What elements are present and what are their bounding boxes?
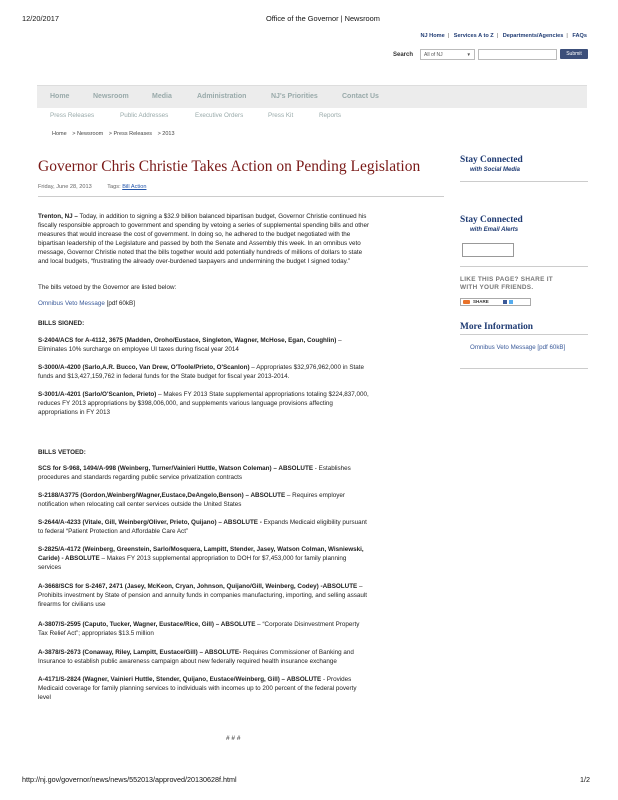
intro-paragraph: [38, 212, 443, 266]
page-title: Governor Chris Christie Takes Action on Pending Legislation: [38, 158, 421, 175]
omnibus-veto-sidebar-link[interactable]: Omnibus Veto Message [pdf 60kB]: [470, 344, 566, 351]
vetoed-bill: [38, 491, 443, 509]
search-input[interactable]: [478, 49, 557, 60]
bill-desc-line: Medicaid coverage for family planning services to individuals with incomes up to 200 percent of the federal poverty: [38, 685, 357, 692]
signed-heading: BILLS SIGNED:: [38, 320, 85, 327]
vetoed-bill: [38, 620, 443, 638]
bill-number: S-2644/A-4233 (Vitale, Gill, Weinberg/Oliver, Prieto, Quijano) – ABSOLUTE -: [38, 519, 262, 526]
bill-number: A-4171/S-2824 (Wagner, Vainieri Huttle, Stender, Quijano, Eustace/Weinberg, Gill) – ABSOLUTE: [38, 676, 322, 683]
subnav-press-kit[interactable]: Press Kit: [268, 112, 294, 119]
email-alerts-label: with Email Alerts: [470, 227, 519, 233]
bill-desc: – Makes FY 2013 supplemental appropriation to DOH for $7,453,000 for family planning: [99, 555, 347, 562]
subnav-reports[interactable]: Reports: [319, 112, 342, 119]
bill-desc-line: notification when relocating call center services outside the United States: [38, 501, 242, 508]
article-date: Friday, June 28, 2013: [38, 184, 92, 190]
omnibus-size: [pdf 60kB]: [104, 300, 135, 307]
nav-priorities[interactable]: NJ's Priorities: [271, 93, 318, 100]
omnibus-veto-link[interactable]: Omnibus Veto Message: [38, 300, 105, 307]
bill-desc: - Provides: [321, 676, 352, 683]
bill-desc: – Requires employer: [285, 492, 346, 499]
bill-desc-line: firearms for civilians use: [38, 601, 106, 608]
search-label: Search: [393, 52, 414, 58]
sidebar-divider: [460, 266, 588, 267]
breadcrumb-year[interactable]: > 2013: [157, 131, 175, 137]
top-links: NJ Home | Services A to Z | Departments/Agencies | FAQs: [420, 33, 587, 39]
bill-desc: –: [357, 583, 363, 590]
divider: [38, 196, 444, 197]
bill-number: S-3000/A-4200 (Sarlo,A.R. Bucco, Van Drew, O'Toole/Prieto, O'Scanlon): [38, 364, 250, 371]
main-nav: [37, 85, 587, 108]
print-url: http://nj.gov/governor/news/news/552013/approved/20130628f.html: [22, 775, 237, 784]
intro-line: Today, in addition to signing a $32.9 billion balanced bipartisan budget, Governor Christie continued his: [77, 213, 367, 220]
bill-desc: – Appropriates $32,976,962,000 in State: [249, 364, 365, 371]
bill-desc-line: appropriations in FY 2013: [38, 409, 110, 416]
vetoed-bill: [38, 648, 443, 666]
nav-newsroom[interactable]: Newsroom: [93, 93, 129, 100]
search-scope-value: All of NJ: [424, 52, 443, 58]
bill-desc-line: Eliminates 10% surcharge on employee UI taxes during fiscal year 2014: [38, 346, 239, 353]
bill-desc: – “Corporate Disinvestment Property: [255, 621, 360, 628]
bill-number: S-2825/A-4172 (Weinberg, Greenstein, Sarlo/Mosquera, Lampitt, Stender, Jasey, Watson Colman, Wisniewski,: [38, 546, 364, 553]
subnav-executive-orders[interactable]: Executive Orders: [195, 112, 244, 119]
more-information-title: More Information: [460, 322, 533, 332]
vetoed-bill: [38, 675, 443, 702]
breadcrumb-press-releases[interactable]: > Press Releases: [108, 131, 153, 137]
breadcrumb-newsroom[interactable]: > Newsroom: [72, 131, 104, 137]
search-scope-select[interactable]: [420, 49, 475, 60]
bill-desc: – Makes FY 2013 State supplemental appropriations totaling $224,837,000,: [156, 391, 369, 398]
print-title: Office of the Governor | Newsroom: [266, 14, 380, 23]
vetoed-bill: [38, 582, 443, 609]
sidebar-divider: [460, 181, 588, 182]
signed-bill: [38, 390, 443, 417]
social-media-link[interactable]: with Social Media: [470, 167, 521, 173]
share-icon: [463, 300, 470, 304]
bill-desc: –: [336, 337, 342, 344]
stay-connected-email-title: Stay Connected: [460, 215, 523, 225]
share-prompt-line: LIKE THIS PAGE? SHARE IT: [460, 276, 554, 283]
search-submit-button[interactable]: Submit: [560, 49, 588, 59]
subnav-public-addresses[interactable]: Public Addresses: [120, 112, 169, 119]
bill-number: S-2404/ACS for A-4112, 3675 (Madden, Oroho/Eustace, Singleton, Wagner, McHose, Egan, Coughlin): [38, 337, 337, 344]
bill-desc-line: services: [38, 564, 62, 571]
breadcrumb: [52, 131, 179, 137]
services-link[interactable]: Services A to Z: [453, 33, 494, 39]
bill-number: A-3878/S-2673 (Conaway, Riley, Lampitt, Eustace/Gill) – ABSOLUTE-: [38, 649, 242, 656]
bill-desc-line: Insurance to establish public awareness campaign about new federally required health insurance exchange: [38, 658, 337, 665]
bill-desc-line: Tax Relief Act”; appropriates $13.5 million: [38, 630, 154, 637]
bill-number-cont: Caride) - ABSOLUTE: [38, 555, 100, 562]
stay-connected-social-title: Stay Connected: [460, 155, 523, 165]
nav-contact[interactable]: Contact Us: [342, 93, 379, 100]
bill-desc-line: procedures and standards regarding public service privatization contracts: [38, 474, 243, 481]
email-input[interactable]: [462, 243, 514, 257]
vetoed-heading: BILLS VETOED:: [38, 449, 86, 456]
share-button[interactable]: [460, 298, 531, 306]
nav-home[interactable]: Home: [50, 93, 70, 100]
bill-number: SCS for S-968, 1494/A-998 (Weinberg, Turner/Vainieri Huttle, Watson Coleman) – ABSOLUTE: [38, 465, 314, 472]
bill-desc-line: reduces FY 2013 appropriations by $398,006,000, and supplements various language provisions affecting: [38, 400, 333, 407]
bill-desc-line: funds and $13,427,159,762 in federal funds for the State budget for fiscal year 2013-2014.: [38, 373, 290, 380]
subnav-press-releases[interactable]: Press Releases: [50, 112, 95, 119]
bill-desc-line: level: [38, 694, 51, 701]
vetoed-bill: [38, 464, 443, 482]
signed-bill: [38, 363, 443, 381]
vetoed-list-intro: The bills vetoed by the Governor are listed below:: [38, 284, 177, 291]
sub-nav: [37, 112, 587, 123]
bill-number: A-3668/SCS for S-2467, 2471 (Jasey, McKeon, Cryan, Johnson, Quijano/Gill, Weinberg, Codey) -ABSOLUTE: [38, 583, 358, 590]
print-page-number: 1/2: [580, 775, 590, 784]
vetoed-bill: [38, 518, 443, 536]
twitter-icon: [509, 300, 513, 304]
departments-link[interactable]: Departments/Agencies: [502, 33, 564, 39]
share-label: SHARE: [473, 299, 489, 304]
faqs-link[interactable]: FAQs: [572, 33, 587, 39]
facebook-icon: [503, 300, 507, 304]
nav-media[interactable]: Media: [152, 93, 172, 100]
chevron-down-icon: ▼: [466, 52, 471, 57]
signed-bill: [38, 336, 443, 354]
intro-line: measures that would increase the cost of government. In doing so, he adhered to the budget negotiated with the: [38, 231, 351, 238]
bill-desc-line: to federal “Patient Protection and Affordable Care Act”: [38, 528, 189, 535]
nav-administration[interactable]: Administration: [197, 93, 247, 100]
bill-desc: Expands Medicaid eligibility pursuant: [261, 519, 367, 526]
bill-number: S-3001/A-4201 (Sarlo/O'Scanlon, Prieto): [38, 391, 157, 398]
omnibus-line: [38, 299, 443, 308]
tags-label: Tags:: [107, 184, 121, 190]
bill-desc-line: Prohibits investment by State of pension and annuity funds in companies manufacturing, importing, and selling assault: [38, 592, 368, 599]
tag-link[interactable]: Bill Action: [122, 184, 147, 190]
bill-desc: Requires Commissioner of Banking and: [241, 649, 354, 656]
breadcrumb-home[interactable]: Home: [52, 131, 67, 137]
vetoed-bill: [38, 545, 443, 572]
end-mark: # # #: [226, 735, 241, 742]
intro-line: bipartisan leadership of the Legislature and passed by both the Senate and Assembly this week. In an omnibus veto: [38, 240, 361, 247]
intro-lead: Trenton, NJ –: [38, 213, 78, 220]
share-prompt: [460, 276, 553, 292]
intro-line: and local budgets, “frustrating the already over-burdened taxpayers and undermining the budget I signed today.”: [38, 258, 351, 265]
bill-desc: - Establishes: [313, 465, 351, 472]
nj-home-link[interactable]: NJ Home: [420, 33, 445, 39]
bill-number: S-2188/A3775 (Gordon,Weinberg/Wagner,Eustace,DeAngelo,Benson) – ABSOLUTE: [38, 492, 286, 499]
print-date: 12/20/2017: [22, 14, 59, 23]
sidebar-divider: [460, 368, 588, 369]
intro-line: fiscally responsible approach to government and spending by vetoing a series of supplemental spending bills and other: [38, 222, 370, 229]
bill-number: A-3807/S-2595 (Caputo, Tucker, Wagner, Eustace/Rice, Gill) – ABSOLUTE: [38, 621, 256, 628]
article-meta: [38, 184, 146, 190]
intro-line: message, Governor Christie noted that the bills together would add potentially hundreds of millions of dollars to state: [38, 249, 363, 256]
share-prompt-line: WITH YOUR FRIENDS.: [460, 284, 534, 291]
sidebar-divider: [460, 334, 588, 335]
